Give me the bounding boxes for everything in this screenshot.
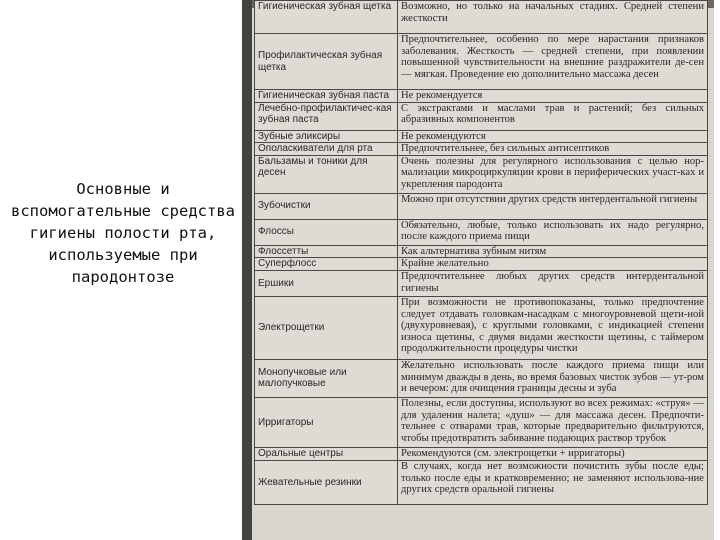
item-description: Рекомендуются (см. электрощетки + ирригаторы) [398, 447, 708, 460]
table-row [255, 193, 708, 219]
item-name: Профилактическая зубная щетка [255, 34, 398, 90]
table-row [255, 102, 708, 130]
table-row [255, 258, 708, 271]
item-name: Флоссетты [255, 245, 398, 258]
item-name: Ершики [255, 270, 398, 296]
table-row [255, 245, 708, 258]
item-name: Электрощетки [255, 296, 398, 359]
item-name: Лечебно-профилактичес-кая зубная паста [255, 102, 398, 130]
table-row [255, 90, 708, 103]
item-description: Полезны, если доступны, используют во всех режимах: «струя» — для удаления налета; «душ» — для массажа десен. Предпочти-тельнее с отварами трав, которые предварительно фильтруются, чтобы предотвратить забивание подающих раствор трубок [398, 397, 708, 447]
item-name: Гигиеническая зубная паста [255, 90, 398, 103]
item-name: Ирригаторы [255, 397, 398, 447]
item-description: Возможно, но только на начальных стадиях. Средней степени жесткости [398, 1, 708, 34]
item-description: Можно при отсутствии других средств интердентальной гигиены [398, 193, 708, 219]
item-description: Желательно использовать после каждого приема пищи или минимум дважды в день, во время базовых чисток зубов — ут-ром и вечером: для очищения границы десны и зуба [398, 359, 708, 397]
table-row [255, 270, 708, 296]
item-description: Обязательно, любые, только использовать их надо регулярно, после каждого приема пищи [398, 219, 708, 245]
table-row [255, 397, 708, 447]
item-name: Флоссы [255, 219, 398, 245]
item-name: Бальзамы и тоники для десен [255, 155, 398, 193]
item-description: Как альтернатива зубным нитям [398, 245, 708, 258]
item-description: Не рекомендуются [398, 130, 708, 143]
table-row [255, 34, 708, 90]
table-row [255, 447, 708, 460]
item-name: Монопучковые или малопучковые [255, 359, 398, 397]
item-description: Предпочтительнее, без сильных антисептиков [398, 143, 708, 156]
item-description: При возможности не противопоказаны, только предпочтение следует отдавать головкам-насадкам с многоуровневой щети-ной (двухуровневая), с круглыми головками, с индикацией степени износа щетины, с двумя видами жесткости щетины, с таймером продолжительности процедуры чистки [398, 296, 708, 359]
table-row [255, 219, 708, 245]
item-description: Крайне желательно [398, 258, 708, 271]
scanned-table-image [242, 0, 714, 540]
item-description: Очень полезны для регулярного использования с целью нор-мализации микроциркуляции крови в периферических участ-ках и укрепления пародонта [398, 155, 708, 193]
table-row [255, 359, 708, 397]
item-description: Предпочтительнее, особенно по мере нарастания признаков заболевания. Жесткость — средней степени, при появлении повышенной чувствительности на внешние раздражители де-сен — мягкая. Проведение ею дополнительно массажа десен [398, 34, 708, 90]
item-name: Гигиеническая зубная щетка [255, 1, 398, 34]
table-row [255, 296, 708, 359]
table-row [255, 1, 708, 34]
item-description: Не рекомендуется [398, 90, 708, 103]
item-name: Оральные центры [255, 447, 398, 460]
item-name: Зубочистки [255, 193, 398, 219]
scan-left-edge [242, 0, 252, 540]
item-name: Жевательные резинки [255, 460, 398, 504]
item-name: Зубные эликсиры [255, 130, 398, 143]
item-description: С экстрактами и маслами трав и растений; без сильных абразивных компонентов [398, 102, 708, 130]
hygiene-table [254, 0, 708, 505]
item-name: Суперфлосс [255, 258, 398, 271]
table-row [255, 460, 708, 504]
table-row [255, 143, 708, 156]
slide-caption: Основные и вспомогательные средства гигиены полости рта, используемые при пародонтозе [11, 180, 235, 286]
item-description: Предпочтительнее любых других средств интердентальной гигиены [398, 270, 708, 296]
table-row [255, 130, 708, 143]
item-description: В случаях, когда нет возможности почистить зубы после еды; только после еды и кратковременно; не заменяют использова-ние других средств оральной гигиены [398, 460, 708, 504]
table-row [255, 155, 708, 193]
item-name: Ополаскиватели для рта [255, 143, 398, 156]
